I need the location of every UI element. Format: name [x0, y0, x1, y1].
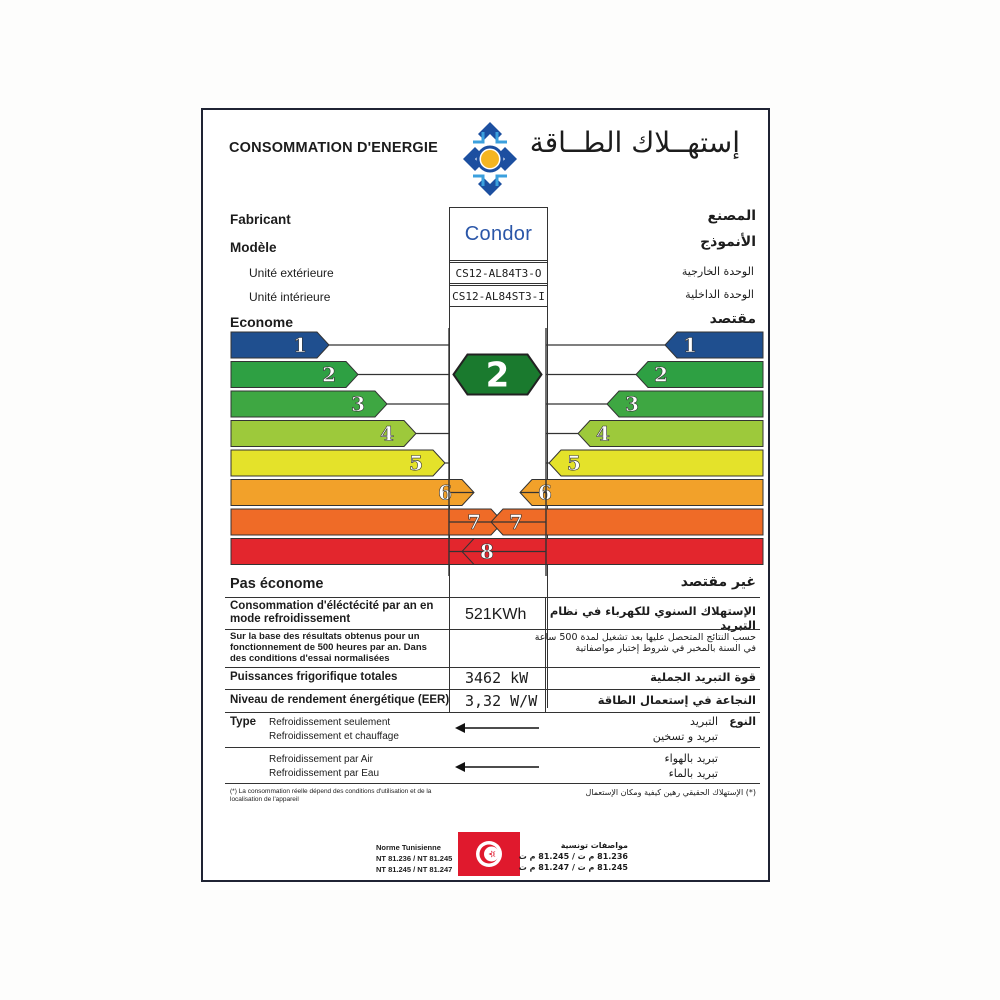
energy-class-arrow-right	[549, 450, 763, 476]
divider	[225, 747, 760, 748]
energy-class-label: 5	[567, 451, 581, 475]
consumption-label-ar: الإستهلاك السنوي للكهرباء في نظام التبريد	[549, 604, 756, 632]
pas-econome-label-fr: Pas économe	[230, 576, 324, 592]
power-label-ar: قوة التبريد الجملية	[650, 670, 756, 684]
type-label-fr: Type	[230, 716, 256, 728]
energy-class-label: 4	[380, 421, 394, 446]
fabricant-label-fr: Fabricant	[230, 212, 291, 227]
type1-ar: التبريد	[690, 715, 718, 728]
energy-class-label: 6	[438, 480, 452, 505]
arrow-left-icon	[455, 721, 541, 735]
title-fr: CONSOMMATION D'ENERGIE	[229, 140, 438, 156]
norme-line2-ar: 81.245 م ت / 81.247 م ت	[518, 863, 628, 872]
int-model-box	[449, 285, 548, 307]
type1-fr: Refroidissement seulement	[269, 717, 391, 728]
energy-class-arrow-left	[231, 332, 329, 358]
type2-ar: تبريد و تسخين	[652, 730, 718, 743]
divider	[225, 712, 760, 713]
consumption-footnote-fr: (*) La consommation réelle dépend des conditions d'utilisation et de la localisation de l'appareil	[230, 788, 432, 803]
consumption-value: 521KWh	[465, 606, 527, 623]
consumption-label-fr: Consommation d'éléctécité par an en mode refroidissement	[230, 600, 434, 625]
type2-fr: Refroidissement et chauffage	[269, 731, 399, 742]
int-unit-label-ar: الوحدة الداخلية	[685, 288, 754, 301]
energy-class-label: 1	[293, 333, 307, 357]
int-model-value: CS12-AL84ST3-I	[452, 289, 545, 303]
eer-label-fr: Niveau de rendement énergétique (EER)	[230, 694, 450, 706]
energy-class-arrow-left	[231, 362, 358, 388]
norme-line1-ar: 81.236 م ت / 81.245 م ت	[518, 852, 628, 861]
pas-econome-label-ar: غير مقتصد	[680, 574, 756, 590]
econome-label-fr: Econome	[230, 314, 294, 330]
energy-class-label: 5	[409, 451, 423, 475]
eau-fr: Refroidissement par Eau	[269, 768, 380, 779]
divider	[225, 783, 760, 784]
norme-title-ar: مواصفات تونسية	[560, 841, 628, 850]
eer-value: 3,32 W/W	[465, 692, 538, 710]
energy-rating-value: 2	[485, 355, 510, 396]
energy-class-label: 8	[480, 539, 494, 564]
norme-line1-fr: NT 81.236 / NT 81.245	[376, 854, 453, 863]
basis-note-ar: حسب النتائج المتحصل عليها بعد تشغيل لمدة 500 ساعة في السنة بالمخبر في شروط إختبار مواصفاتية	[534, 632, 756, 654]
energy-class-label: 7	[467, 510, 481, 534]
norme-ar	[519, 840, 628, 873]
energy-class-label: 2	[322, 362, 336, 387]
norme-title-fr: Norme Tunisienne	[376, 843, 441, 852]
basis-note-fr: Sur la base des résultats obtenus pour un fonctionnement de 500 heures par an. Dans des conditions d'essai normalisées	[230, 631, 427, 664]
eer-label-ar: النجاعة في إستعمال الطاقة	[597, 693, 756, 707]
energy-class-label: 7	[509, 510, 523, 534]
norme-line2-fr: NT 81.245 / NT 81.247	[376, 865, 453, 874]
brand-logo: Condor	[464, 222, 533, 245]
norme-fr	[376, 842, 452, 875]
energy-label	[201, 108, 770, 882]
econome-label-ar: مقتصد	[709, 311, 756, 327]
ext-model-box	[449, 262, 548, 284]
title-ar: إستهــلاك الطــاقة	[529, 126, 740, 159]
energy-scale	[203, 328, 768, 576]
brand-box	[449, 207, 548, 261]
energy-class-label: 6	[538, 480, 552, 505]
energy-class-label: 3	[351, 392, 365, 416]
energy-class-label: 2	[654, 362, 668, 387]
eau-ar: تبريد بالماء	[668, 767, 718, 780]
energy-class-label: 3	[625, 392, 639, 416]
arrow-left-icon	[455, 760, 541, 774]
modele-label-ar: الأنموذج	[700, 234, 756, 250]
ext-unit-label-fr: Unité extérieure	[249, 266, 334, 280]
ext-model-value: CS12-AL84T3-O	[455, 266, 542, 280]
energy-class-label: 1	[683, 333, 697, 357]
power-label-fr: Puissances frigorifique totales	[230, 671, 398, 683]
energy-class-arrow-right	[665, 332, 763, 358]
air-fr: Refroidissement par Air	[269, 754, 373, 765]
int-unit-label-fr: Unité intérieure	[249, 290, 331, 304]
ext-unit-label-ar: الوحدة الخارجية	[681, 265, 754, 278]
air-ar: تبريد بالهواء	[664, 752, 718, 765]
power-value: 3462 kW	[465, 669, 529, 687]
value-column	[449, 597, 546, 712]
fabricant-label-ar: المصنع	[707, 208, 756, 224]
energy-class-label: 4	[596, 421, 610, 446]
tunisia-flag-icon	[458, 832, 520, 876]
consumption-footnote-ar: (*) الإستهلاك الحقيقي رهين كيفية ومكان الإستعمال	[585, 788, 756, 797]
type-label-ar: النوع	[729, 715, 756, 728]
energy-class-arrow-right	[520, 480, 763, 506]
modele-label-fr: Modèle	[230, 240, 277, 255]
label-emblem-icon	[461, 120, 519, 198]
